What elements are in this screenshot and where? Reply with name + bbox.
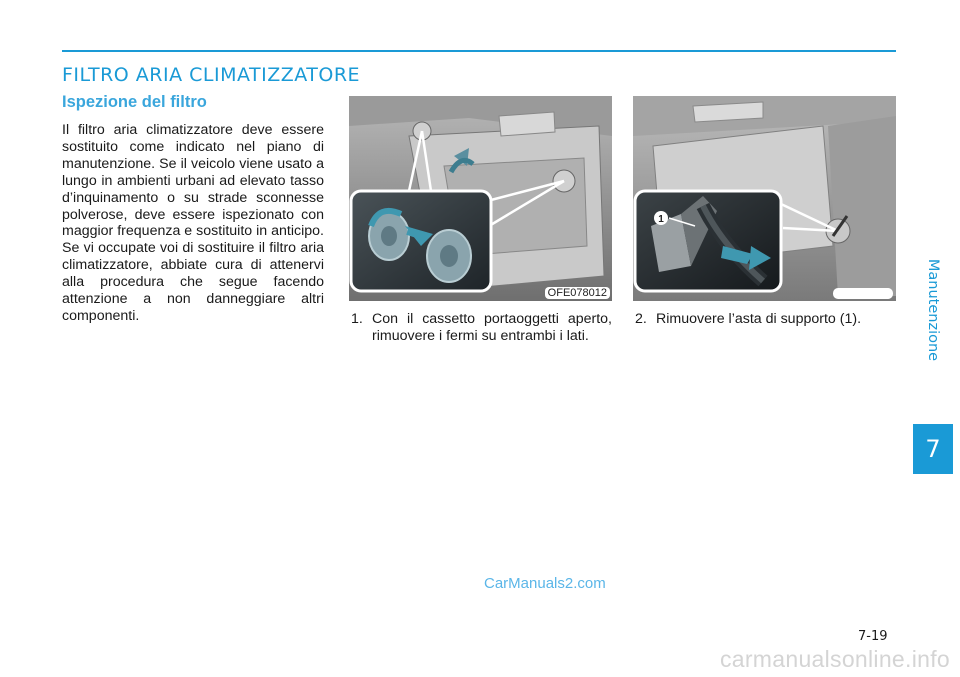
chapter-side-label (915, 200, 951, 420)
glovebox-clips-illustration (349, 96, 612, 301)
header-rule (62, 50, 896, 52)
chapter-name: Manutenzione (925, 258, 942, 362)
step-2-number: 2. (635, 311, 647, 327)
step-1-text: Con il cassetto portaoggetti aperto, rimuovere i fermi su entrambi i lati. (372, 311, 612, 344)
figure-code-label: OFE078012 (545, 287, 610, 299)
section-title: FILTRO ARIA CLIMATIZZATORE (62, 64, 361, 86)
callout-number: 1 (658, 214, 664, 225)
figure-glovebox-clips (349, 96, 612, 301)
body-paragraph: Il filtro aria climatizzatore deve essere sostituito come indicato nel piano di manutenzione. Se il veicolo viene usato a lungo in ambienti urbani ad elevato tasso d’inquinamento o su strade sconnesse polverose, deve essere ispezionato con maggior frequenza e sostituito in anticipo. Se vi occupate voi di sostituire il filtro aria climatizzatore, abbiate cura di attenervi alla procedura che segue facendo attenzione a non danneggiare altri componenti. (62, 122, 324, 324)
step-1-number: 1. (351, 311, 363, 327)
page-number: 7-19 (858, 629, 888, 644)
chapter-tab[interactable]: 7 (913, 424, 953, 474)
footer-site-watermark: carmanualsonline.info (719, 646, 950, 672)
figure-code-blurred (833, 288, 893, 299)
figure-support-rod (633, 96, 896, 301)
step-2-text: Rimuovere l’asta di supporto (1). (656, 311, 862, 327)
support-rod-illustration (633, 96, 896, 301)
step-1 (351, 311, 612, 345)
subsection-title: Ispezione del filtro (62, 93, 207, 111)
step-2 (635, 311, 897, 328)
watermark-link[interactable]: CarManuals2.com (484, 575, 606, 592)
